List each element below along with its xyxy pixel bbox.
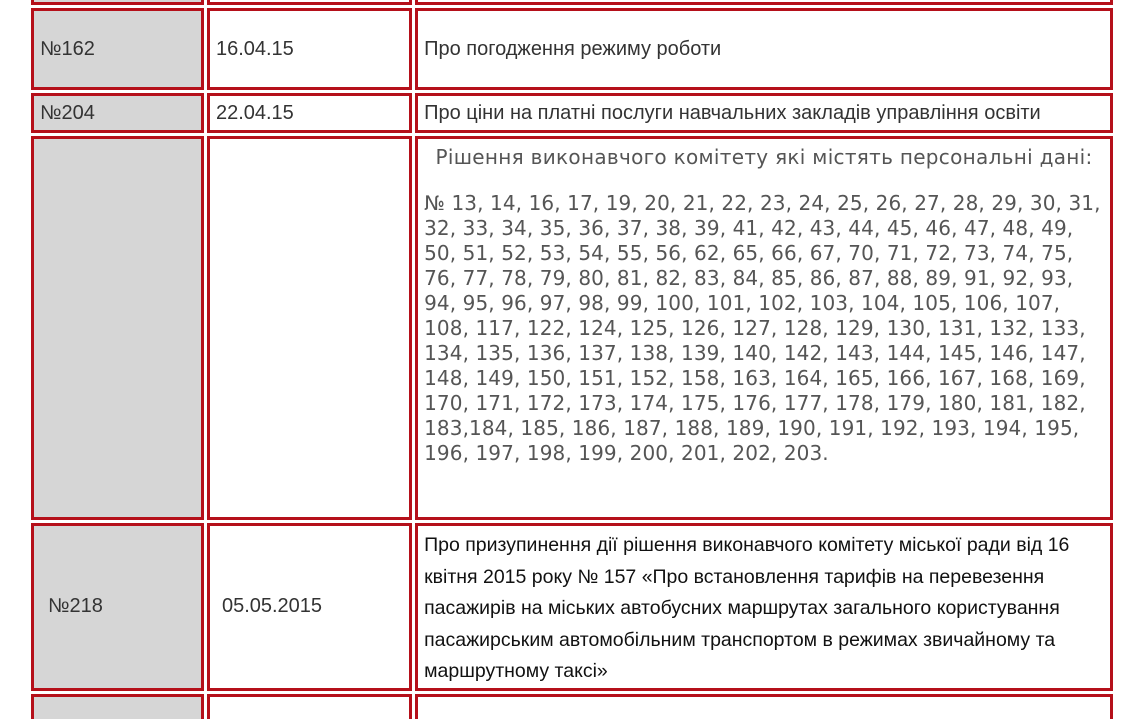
decision-number-cell [31, 0, 204, 5]
personal-data-decision-list: № 13, 14, 16, 17, 19, 20, 21, 22, 23, 24, 25, 26, 27, 28, 29, 30, 31, 32, 33, 34, 35, 36, 37, 38, 39, 41, 42, 43, 44, 45, 46, 47, 48, 49, 50, 51, 52, 53, 54, 55, 56, 62, 65, 66, 67, 70, 71, 72, 73, 74, 75, 76, 77, 78, 79, 80, 81, 82, 83, 84, 85, 86, 87, 88, 89, 91, 92, 93, 94, 95, 96, 97, 98, 99, 100, 101, 102, 103, 104, 105, 106, 107, 108, 117, 122, 124, 125, 126, 127, 128, 129, 130, 131, 132, 133, 134, 135, 136, 137, 138, 139, 140, 142, 143, 144, 145, 146, 147, 148, 149, 150, 151, 152, 158, 163, 164, 165, 166, 167, 168, 169, 170, 171, 172, 173, 174, 175, 176, 177, 178, 179, 180, 181, 182, 183,184, 185, 186, 187, 188, 189, 190, 191, 192, 193, 194, 195, 196, 197, 198, 199, 200, 201, 202, 203. [424, 191, 1101, 465]
decision-title-cell [415, 694, 1113, 719]
decision-number-cell [31, 93, 204, 133]
decision-title[interactable]: Про ціни на платні послуги навчальних закладів управління освіти [424, 101, 1041, 124]
decision-title-cell[interactable] [415, 93, 1113, 133]
decision-date: 05.05.2015 [221, 595, 323, 618]
table-row [31, 136, 1113, 520]
decision-date-cell [207, 8, 412, 90]
decision-date-cell [207, 523, 412, 691]
decision-number: №162 [40, 37, 95, 60]
table-row [31, 0, 1113, 5]
decision-number-cell [31, 8, 204, 90]
decision-date-cell [207, 694, 412, 719]
decision-number: №204 [40, 101, 95, 124]
table-row [31, 523, 1113, 691]
decision-title-cell[interactable] [415, 523, 1113, 691]
decision-title[interactable]: Про призупинення дії рішення виконавчого комітету міської ради від 16 квітня 2015 року № 157 «Про встановлення тарифів на перевезення пасажирів на міських автобусних маршрутах загального користування пасажирським автомобільним транспортом в режимах звичайному та маршрутному таксі» [424, 534, 1070, 682]
decision-number-cell [31, 523, 204, 691]
personal-data-heading: Рішення виконавчого комітету які містять персональні дані: [435, 145, 1093, 169]
personal-data-cell [415, 136, 1113, 520]
decision-title[interactable]: Про погодження режиму роботи [424, 37, 722, 60]
decision-date-cell [207, 93, 412, 133]
table-row [31, 93, 1113, 133]
decision-date-cell [207, 136, 412, 520]
decision-date: 16.04.15 [215, 37, 294, 60]
decision-number-cell [31, 694, 204, 719]
decision-number-cell [31, 136, 204, 520]
table-row [31, 8, 1113, 90]
decision-date-cell [207, 0, 412, 5]
decision-title-cell [415, 0, 1113, 5]
decisions-table [28, 0, 1116, 719]
table-row [31, 694, 1113, 719]
decision-number: №218 [48, 595, 103, 618]
decision-date: 22.04.15 [215, 101, 294, 124]
decision-title-cell[interactable] [415, 8, 1113, 90]
